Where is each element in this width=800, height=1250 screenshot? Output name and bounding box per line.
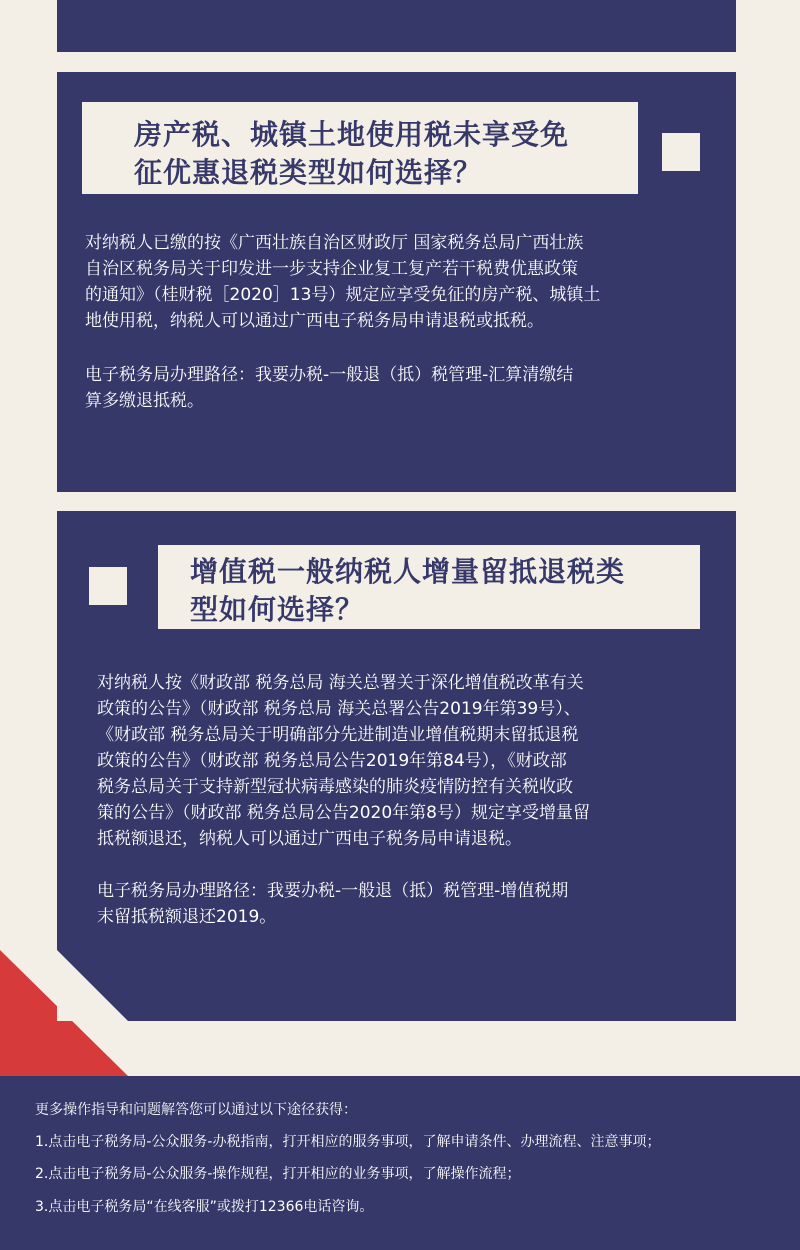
section-body-property-tax: 对纳税人已缴的按《广西壮族自治区财政厅 国家税务总局广西壮族 自治区税务局关于印发进一步支持企业复工复产若干税费优惠政策 的通知》（桂财税［2020］13号）规定应享受免征的房产税、城镇土 地使用税，纳税人可以通过广西电子税务局申请退税或抵税。 <box>85 233 601 331</box>
section-path-property-tax: 电子税务局办理路径：我要办税-一般退（抵）税管理-汇算清缴结 算多缴退抵税。 <box>85 365 574 411</box>
section-title-text: 房产税、城镇土地使用税未享受免 征优惠退税类型如何选择？ <box>134 118 570 189</box>
footer-item: 3.点击电子税务局“在线客服”或拨打12366电话咨询。 <box>35 1199 374 1215</box>
section-title-text: 增值税一般纳税人增量留抵退税类 型如何选择？ <box>190 555 626 626</box>
section-path-vat-refund: 电子税务局办理路径：我要办税-一般退（抵）税管理-增值税期 末留抵税额退还2019。 <box>97 881 569 927</box>
decorative-square <box>89 567 127 605</box>
footer-intro: 更多操作指导和问题解答您可以通过以下途径获得： <box>35 1102 357 1118</box>
section-title-vat-refund <box>158 545 700 629</box>
footer-item: 1.点击电子税务局-公众服务-办税指南，打开相应的服务事项，了解申请条件、办理流程、注意事项； <box>35 1134 661 1150</box>
section-body-vat-refund: 对纳税人按《财政部 税务总局 海关总署关于深化增值税改革有关 政策的公告》（财政部 税务总局 海关总署公告2019年第39号）、 《财政部 税务总局关于明确部分先进制造业增值税期末留抵退税 政策的公告》（财政部 税务总局公告2019年第84号），《财政部 税务总局关于支持新型冠状病毒感染的肺炎疫情防控有关税收政 策的公告》（财政部 税务总局公告2020年第8号）规定享受增量留 抵税额退还，纳税人可以通过广西电子税务局申请退税。 <box>97 673 590 849</box>
footer-info <box>0 1076 800 1250</box>
footer-item: 2.点击电子税务局-公众服务-操作规程，打开相应的业务事项，了解操作流程； <box>35 1166 521 1182</box>
